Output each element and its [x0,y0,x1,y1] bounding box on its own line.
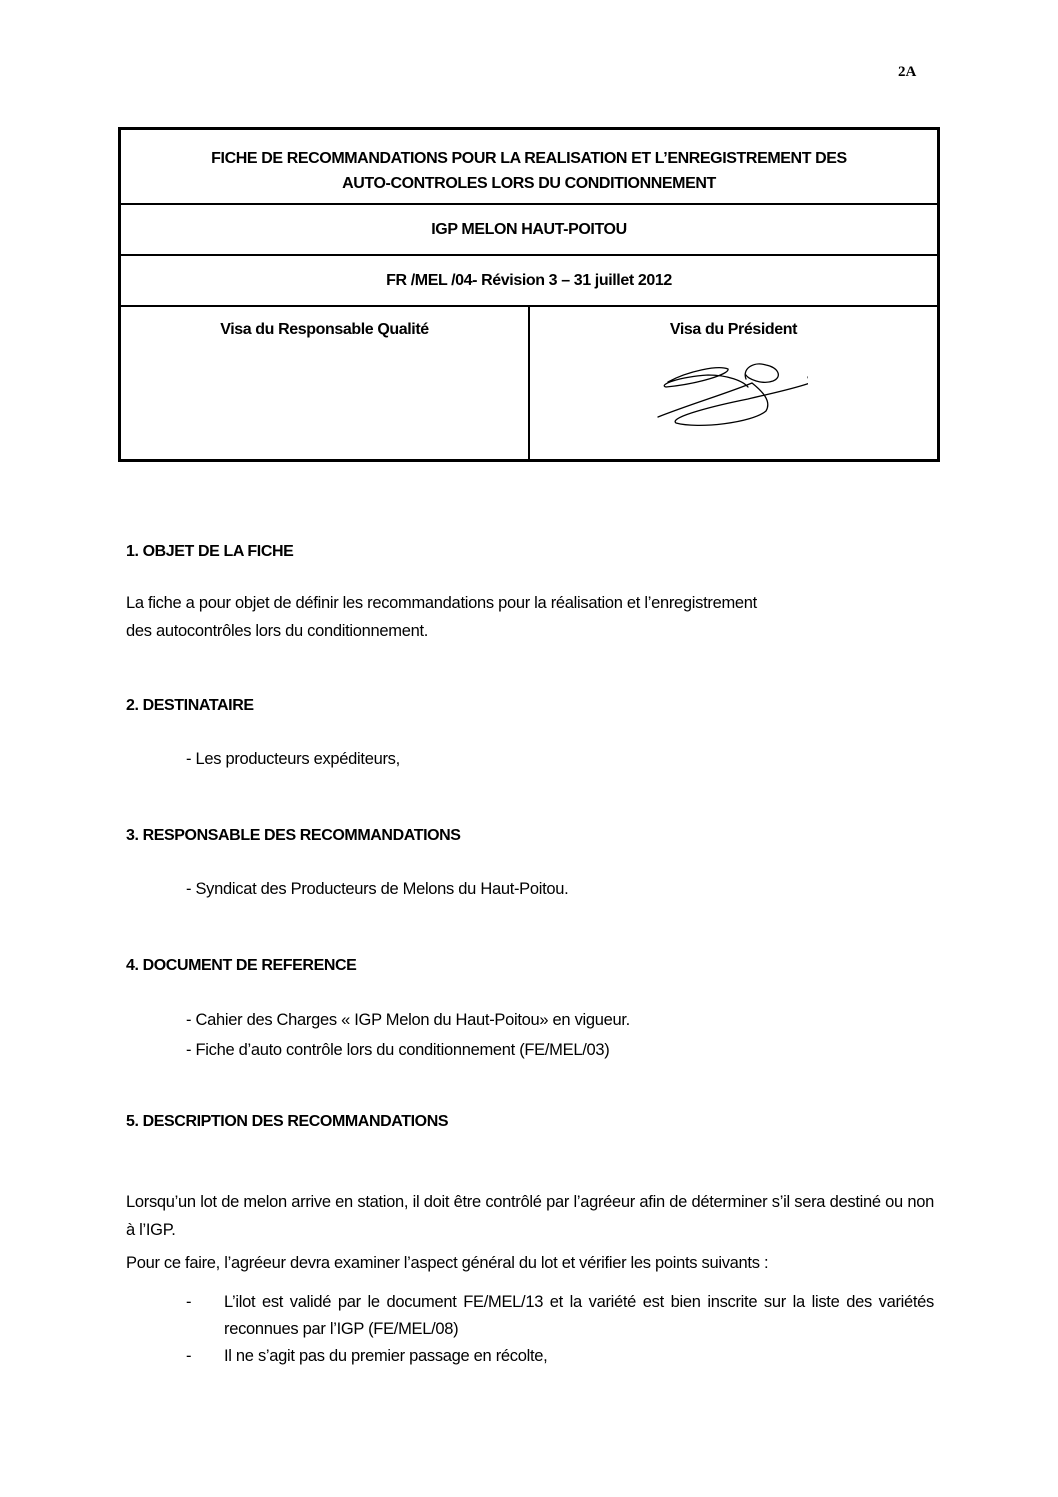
bullet-dash: - [186,1347,192,1365]
list-item: - Syndicat des Producteurs de Melons du Haut-Poitou. [186,880,569,898]
title-line-2: AUTO-CONTROLES LORS DU CONDITIONNEMENT [342,175,716,192]
section-2-title: 2. DESTINATAIRE [126,697,254,714]
bullet-item [186,1343,934,1370]
list-item: - Fiche d’auto contrôle lors du conditionnement (FE/MEL/03) [186,1041,610,1059]
section-5-title: 5. DESCRIPTION DES RECOMMANDATIONS [126,1113,449,1130]
page-label: 2A [898,64,917,80]
header-table [118,127,940,462]
section-4-title: 4. DOCUMENT DE REFERENCE [126,957,357,974]
visa-president-cell [529,306,939,461]
section-1-text-line-2: des autocontrôles lors du conditionnement. [126,622,429,640]
section-1-text [126,589,934,645]
document-reference: FR /MEL /04- Révision 3 – 31 juillet 2012 [120,255,939,306]
product-name: IGP MELON HAUT-POITOU [120,204,939,255]
section-3-title: 3. RESPONSABLE DES RECOMMANDATIONS [126,827,461,844]
signature-icon [648,357,808,432]
list-item: - Les producteurs expéditeurs, [186,750,400,768]
visa-quality-cell [120,306,530,461]
title-line-1: FICHE DE RECOMMANDATIONS POUR LA REALISATION ET L’ENREGISTREMENT DES [211,150,847,167]
bullet-item [186,1289,934,1343]
list-item: - Cahier des Charges « IGP Melon du Haut-Poitou» en vigueur. [186,1011,630,1029]
section-1-title: 1. OBJET DE LA FICHE [126,543,294,560]
document-title [120,129,939,204]
bullet-dash: - [186,1293,192,1311]
section-5-paragraph-2: Pour ce faire, l’agréeur devra examiner l’aspect général du lot et vérifier les points suivants : [126,1254,769,1272]
section-1-text-line-1: La fiche a pour objet de définir les recommandations pour la réalisation et l’enregistrement [126,594,757,612]
visa-president-label: Visa du Président [669,320,798,338]
bullet-text: Il ne s’agit pas du premier passage en récolte, [224,1347,548,1365]
visa-quality-label: Visa du Responsable Qualité [220,320,429,338]
bullet-text: L’ilot est validé par le document FE/MEL/13 et la variété est bien inscrite sur la liste des variétés reconnues par l’IGP (FE/MEL/08) [224,1293,934,1338]
section-5-paragraph-1: Lorsqu’un lot de melon arrive en station, il doit être contrôlé par l’agréeur afin de déterminer s’il sera destiné ou non à l’IGP. [126,1193,934,1239]
